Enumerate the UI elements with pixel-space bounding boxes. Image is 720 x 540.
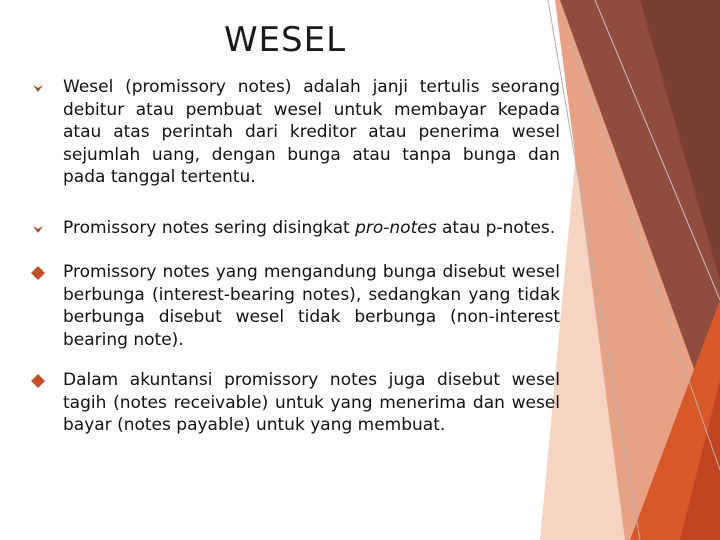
checkmark-arrow-icon bbox=[30, 221, 46, 237]
bullet-list bbox=[30, 76, 560, 437]
checkmark-arrow-icon bbox=[30, 80, 46, 96]
diamond-icon bbox=[30, 265, 46, 281]
bullet-text: Promissory notes yang mengandung bunga disebut wesel berbunga (interest-bearing notes), sedangkan yang tidak berbunga disebut wesel tidak berbunga (non-interest bearing note). bbox=[63, 262, 560, 350]
bullet-item bbox=[30, 76, 560, 189]
bullet-text: Wesel (promissory notes) adalah janji tertulis seorang debitur atau pembuat wesel untuk membayar kepada atau atas perintah dari kreditor atau penerima wesel sejumlah uang, dengan bunga atau tanpa bunga dan pada tanggal tertentu. bbox=[63, 77, 560, 187]
bullet-item bbox=[30, 261, 560, 351]
bullet-item bbox=[30, 369, 560, 437]
bullet-item bbox=[30, 217, 560, 240]
diamond-icon bbox=[30, 373, 46, 389]
slide-title: WESEL bbox=[223, 20, 347, 60]
bullet-text: Dalam akuntansi promissory notes juga disebut wesel tagih (notes receivable) untuk yang menerima dan wesel bayar (notes payable) untuk yang membuat. bbox=[63, 370, 560, 435]
bullet-text-italic: pro-notes bbox=[355, 217, 437, 238]
bullet-text: Promissory notes sering disingkat bbox=[63, 217, 356, 238]
bullet-text: atau p-notes. bbox=[436, 217, 556, 238]
